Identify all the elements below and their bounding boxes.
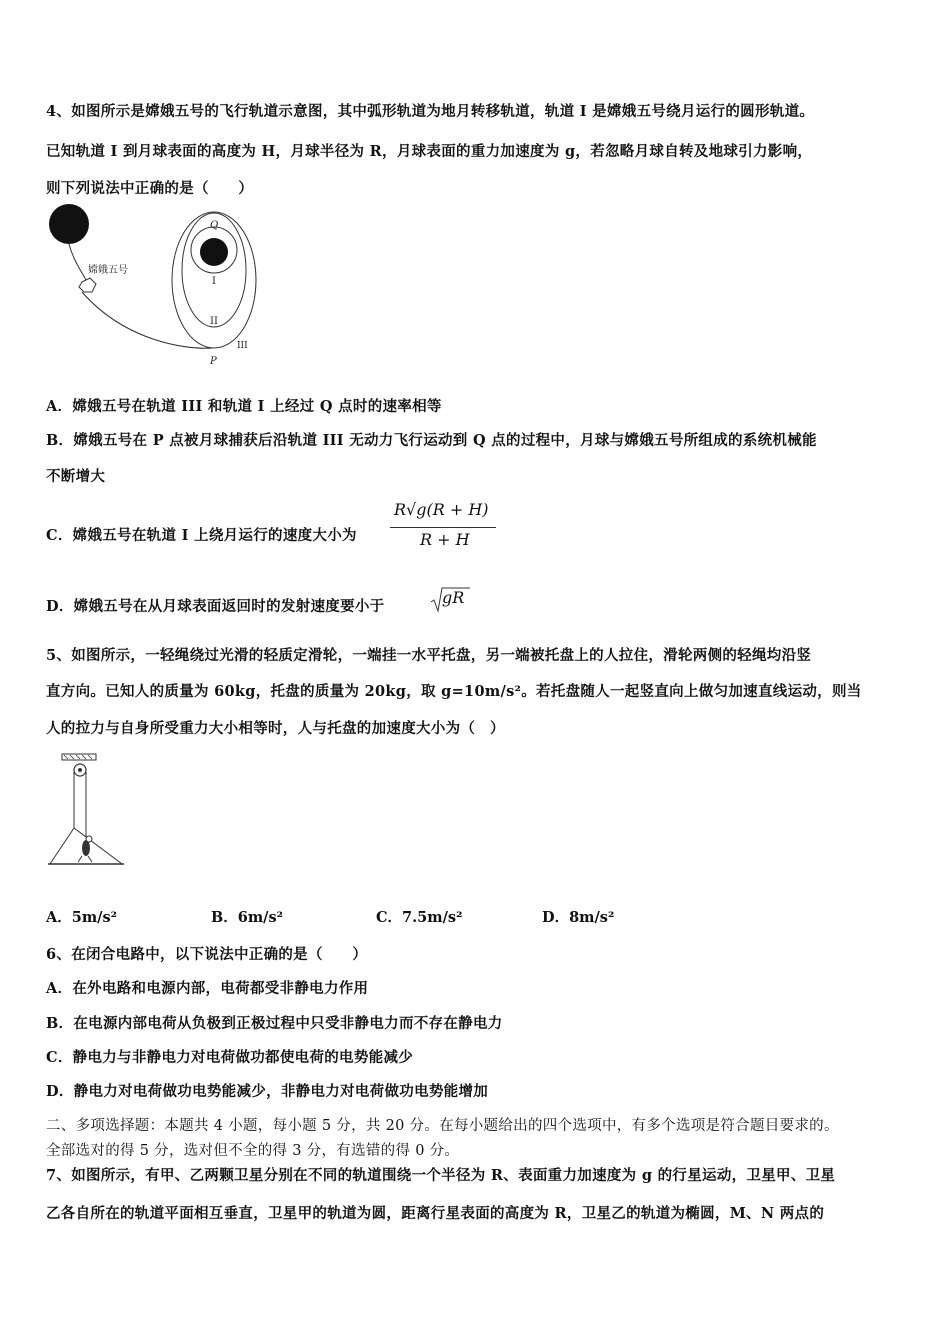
fraction-bar <box>390 527 496 528</box>
fraction-denominator: R + H <box>420 530 470 549</box>
q4-option-b-line-1: B．嫦娥五号在 P 点被月球捕获后沿轨道 III 无动力飞行运动到 Q 点的过程中，月球与嫦娥五号所组成的系统机械能 <box>46 432 817 449</box>
orbit-3-label: III <box>237 341 248 351</box>
moon-shape <box>200 238 228 266</box>
section-2-heading-line-1: 二、多项选择题：本题共 4 小题，每小题 5 分，共 20 分。在每小题给出的四个选项中，有多个选项是符合题目要求的。 <box>46 1118 839 1134</box>
spacecraft-icon <box>79 278 96 292</box>
transfer-orbit-path <box>82 292 212 348</box>
q6-option-a: A．在外电路和电源内部，电荷都受非静电力作用 <box>46 980 369 997</box>
section-2-heading-line-2: 全部选对的得 5 分，选对但不全的得 3 分，有选错的得 0 分。 <box>46 1143 460 1159</box>
q6-option-c: C．静电力与非静电力对电荷做功都使电荷的电势能减少 <box>46 1049 414 1066</box>
q4-stem-line-1: 4、如图所示是嫦娥五号的飞行轨道示意图，其中弧形轨道为地月转移轨道，轨道 I 是嫦娥五号绕月运行的圆形轨道。 <box>46 103 815 120</box>
point-q-label: Q <box>210 220 219 231</box>
q6-option-b: B．在电源内部电荷从负极到正极过程中只受非静电力而不存在静电力 <box>46 1015 503 1032</box>
q5-options-row <box>46 906 846 928</box>
craft-label: 嫦娥五号 <box>88 265 128 276</box>
q4-stem-line-3: 则下列说法中正确的是（ ） <box>46 180 254 197</box>
q5-stem-line-1: 5、如图所示，一轻绳绕过光滑的轻质定滑轮，一端挂一水平托盘，另一端被托盘上的人拉住，滑轮两侧的轻绳均沿竖 <box>46 647 812 664</box>
q4-option-d: D．嫦娥五号在从月球表面返回时的发射速度要小于 <box>46 598 385 615</box>
q5-option-a: A．5m/s² <box>46 909 117 926</box>
sqrt-expression: gR <box>442 588 465 607</box>
q4-option-c-fraction <box>390 500 498 556</box>
pulley-tray-figure <box>46 752 130 870</box>
q4-option-d-sqrt <box>430 586 470 614</box>
q4-option-a: A．嫦娥五号在轨道 III 和轨道 I 上经过 Q 点时的速率相等 <box>46 398 442 415</box>
q5-option-b: B．6m/s² <box>211 909 283 926</box>
ceiling-mount <box>62 754 96 760</box>
q4-option-c: C．嫦娥五号在轨道 I 上绕月运行的速度大小为 <box>46 527 357 544</box>
fraction-numerator: R√g(R + H) <box>394 500 489 519</box>
orbit-1-label: I <box>212 276 216 287</box>
orbit-2-label: II <box>210 316 218 327</box>
q5-option-c: C．7.5m/s² <box>376 909 463 926</box>
earth-shape <box>49 204 89 244</box>
q7-stem-line-1: 7、如图所示，有甲、乙两颗卫星分别在不同的轨道围绕一个半径为 R、表面重力加速度为 g 的行星运动，卫星甲、卫星 <box>46 1167 836 1184</box>
q5-stem-line-2: 直方向。已知人的质量为 60kg，托盘的质量为 20kg，取 g=10m/s²。若托盘随人一起竖直向上做匀加速直线运动，则当 <box>46 683 862 700</box>
chang-e-orbit-figure <box>44 200 274 372</box>
point-p-label: P <box>210 356 217 367</box>
q6-stem: 6、在闭合电路中，以下说法中正确的是（ ） <box>46 946 368 963</box>
q4-stem-line-2: 已知轨道 I 到月球表面的高度为 H，月球半径为 R，月球表面的重力加速度为 g，若忽略月球自转及地球引力影响， <box>46 143 813 160</box>
q7-stem-line-2: 乙各自所在的轨道平面相互垂直，卫星甲的轨道为圆，距离行星表面的高度为 R，卫星乙的轨道为椭圆，M、N 两点的 <box>46 1205 825 1222</box>
q5-stem-line-3: 人的拉力与自身所受重力大小相等时，人与托盘的加速度大小为（ ） <box>46 720 505 737</box>
q6-option-d: D．静电力对电荷做功电势能减少，非静电力对电荷做功电势能增加 <box>46 1083 489 1100</box>
q5-option-d: D．8m/s² <box>542 909 615 926</box>
q4-option-b-line-2: 不断增大 <box>46 468 106 485</box>
